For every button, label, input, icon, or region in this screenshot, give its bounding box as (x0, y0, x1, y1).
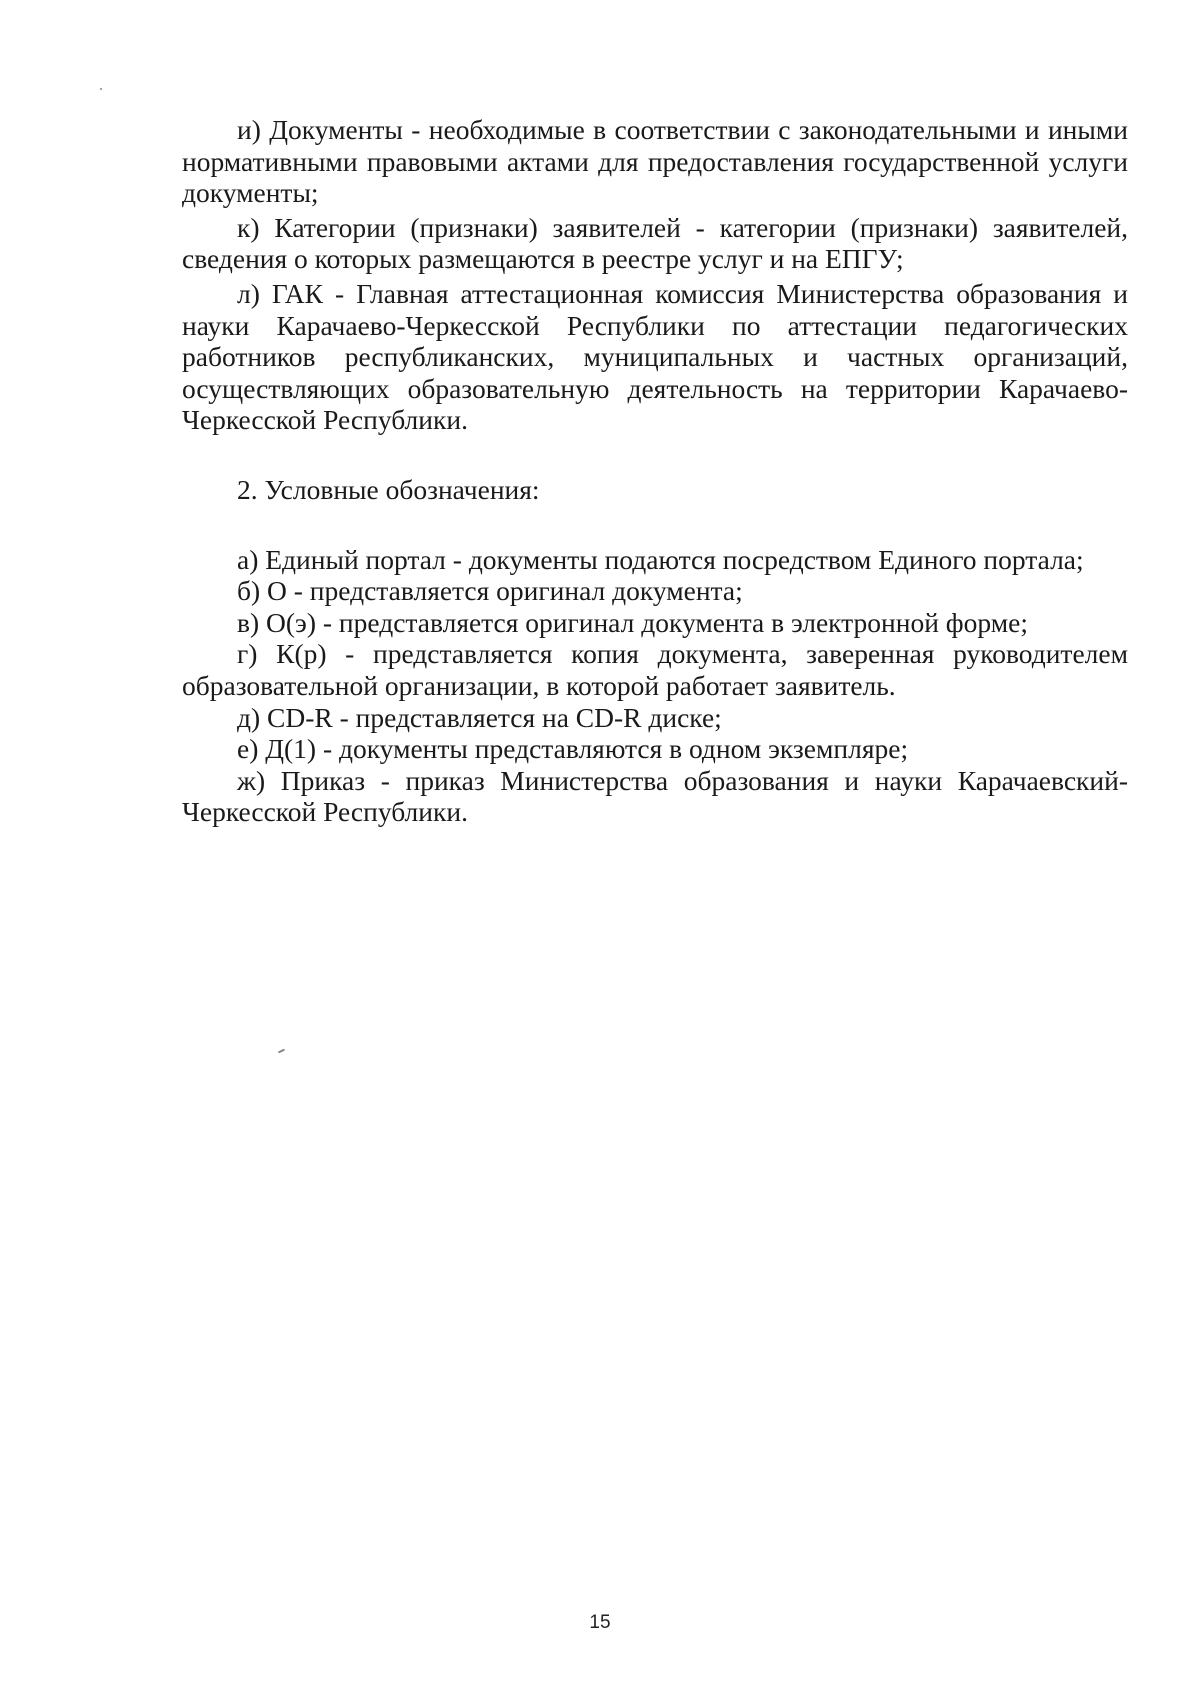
scan-speck (100, 88, 102, 90)
legend-list (182, 544, 1128, 828)
legend-item-v: в) О(э) - представляется оригинал документа в электронной форме; (237, 606, 1028, 638)
legend-item-e: е) Д(1) - документы представляются в одном экземпляре; (237, 733, 909, 765)
page-number: 15 (589, 1612, 611, 1633)
legend-item-b: б) О - представляется оригинал документа; (237, 575, 743, 607)
legend-item-d: д) CD-R - представляется на CD-R диске; (237, 701, 722, 733)
document-body (182, 114, 1128, 828)
definition-k: к) Категории (признаки) заявителей - категории (признаки) заявителей, сведения о которых размещаются в реестре услуг и на ЕПГУ; (182, 211, 1128, 275)
section-heading: 2. Условные обозначения: (237, 473, 540, 505)
legend-item-a: а) Единый портал - документы подаются посредством Единого портала; (237, 543, 1084, 575)
legend-item-zh: ж) Приказ - приказ Министерства образования и науки Карачаевский-Черкесской Республики. (182, 764, 1128, 828)
scan-speck (278, 1049, 285, 1054)
legend-item-g: г) К(р) - представляется копия документа, заверенная руководителем образовательной организации, в которой работает заявитель. (182, 638, 1128, 701)
definition-i: и) Документы - необходимые в соответствии с законодательными и иными нормативными правовыми актами для предоставления государственной услуги документы; (182, 114, 1128, 209)
definition-l: л) ГАК - Главная аттестационная комиссия Министерства образования и науки Карачаево-Черкесской Республики по аттестации педагогических работников республиканских, муниципальных и частных организаций, осуществляющих образовательную деятельность на территории Карачаево-Черкесской Республики. (182, 277, 1128, 436)
